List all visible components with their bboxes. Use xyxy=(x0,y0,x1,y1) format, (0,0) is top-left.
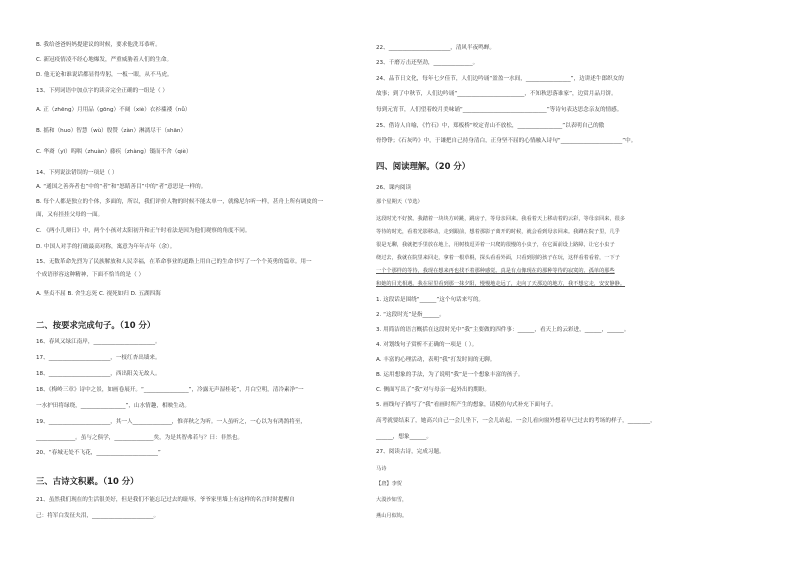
text-line: B. 摇和（huo）智慧（wù）殷赞（zàn）淋漓尽干（shān） xyxy=(36,128,187,134)
section-heading: 三、古诗文积累。（10 分） xyxy=(36,476,139,486)
section-heading: 四、阅读理解。（20 分） xyxy=(376,161,471,171)
text-line: 3. 用简洁的语言概括在这段时光中“我”主要做的四件事：______，看天上的云彩进，______，______。 xyxy=(376,327,630,333)
text-line: C. 华裔（yī）呜咽（zhuàn）藤疾（zhàng）镊而不舍（qiè） xyxy=(36,149,192,155)
text-line: 27、阅读古诗，完成习题。 xyxy=(376,449,445,455)
text-line: 和她的目光相遇。我在屋里看到那一抹夕阳，慢慢地走远了，走向了天那边的地方，我不想它走，安安静静。 xyxy=(376,281,626,287)
text-line: 18、《梅岭三章》诗中之景，如画卷展开。“________________”，冷露无声湿桂花”，月白空明，清冷素净“一 xyxy=(36,387,304,393)
text-line: 25、借诗人自喻，《竹石》中，郑板桥“咬定青山不放松，________________”以表明自己的傲 xyxy=(376,123,605,129)
text-line: 2. “这段时光”是指______。 xyxy=(376,312,445,318)
text-line: B. 运用想象的手法，为了说明“我”是一个想象丰富的孩子。 xyxy=(376,372,524,378)
text-line: 16、春风又绿江南岸，______________________。 xyxy=(36,339,161,345)
text-line: 19、______________________，其一人______________，惟弈秋之为听。一人虽听之，一心以为有鸿鹄将至， xyxy=(36,419,307,425)
text-line: A. 坚贞不屈 B. 舍生忘死 C. 视死如归 D. 五湖四海 xyxy=(36,291,161,297)
text-line: 5. 画线句子描写了“我”看画时所产生的想象，请模仿句式补充下面句子。 xyxy=(376,402,557,408)
text-line: 个成语形容这种精神，下面不恰当的是（ ） xyxy=(36,272,145,278)
text-line: 23、千磨万击还坚劲，______________。 xyxy=(376,60,479,66)
text-line: 26、课内阅读 xyxy=(376,185,412,191)
text-line: 【唐】李贺 xyxy=(376,481,402,487)
text-line: 4. 对划线句子赏析不正确的一项是（ ）。 xyxy=(376,342,478,348)
text-line: 17、______________________，一枝红杏出墙来。 xyxy=(36,355,161,361)
text-line: 很是无聊，我就把手里放在地上，用树枝逗弄着一只爬的很慢的小虫子，在它面前设上路障，让它小虫子 xyxy=(376,242,615,248)
text-line: D. 中国人对手的打破最高对称，寓意为年年吉年（余）。 xyxy=(36,244,176,250)
text-line: ______________。虽与之俱学，______________矣，为是其智弗若与？曰：非然也。 xyxy=(36,435,243,441)
text-line: C. 新冠疫情凌不经心地爆发，严重威胁着人们的生命。 xyxy=(36,57,173,63)
text-line: 高考就要结束了，她高兴自己一会儿坐下，一会儿站起，一会儿看向窗外想着早已过去的考场的样子，________， xyxy=(376,418,656,424)
text-line: 15、无数革命先烈为了民族解放和人民幸福，在革命事业的道路上用自己的生命书写了一个个英勇的篇章。用一 xyxy=(36,259,312,265)
text-line: 一水护田将绿绕，________________”，山水情趣，相映生动。 xyxy=(36,403,190,409)
text-line: 1. 这段话是围绕“______”这个句话来写的。 xyxy=(376,297,485,303)
text-line: 一个个那样的等待，我现在想来再也找不着那种感觉。真是有点像现在的那种等待的寂寞的、孤单的那些 xyxy=(376,268,615,274)
text-line: 己：将军白发征夫泪，______________________。 xyxy=(36,513,160,519)
section-heading: 二、按要求完成句子。（10 分） xyxy=(36,320,156,330)
text-line: 绕过去，我就在院里来回走，拿着一根草棍，探头看看外面，只看到别的孩子在玩，这样看着看着，一下子 xyxy=(376,255,620,261)
text-line: A. 正（zhēng）月用品（gōng）不阔（xiè）衣衫褴褛（nǚ） xyxy=(36,107,191,113)
text-line: 每到元宵节，人们望着皎月美味诵“______________________________”等诗句表达思念亲友的情感。 xyxy=(376,107,623,113)
text-line: 18、______________________，西出阳关无故人。 xyxy=(36,371,161,377)
right-column xyxy=(376,0,728,562)
text-line: 那个星期天（节选） xyxy=(376,199,423,205)
text-line: 24、品节日文化，每年七夕佳节，人们边吟诵“盈盈一水间，________________”，边讲述牛郎织女的 xyxy=(376,76,624,82)
text-line: 燕山月似钩。 xyxy=(376,513,408,519)
text-line: B. 我给爸爸妈妈提建议的时候，要求他洗耳恭听。 xyxy=(36,42,161,48)
text-line: B. 每个人都是独立的个体，多面的，所以，我们评价人物的时候不能太单一，就像尼尔听一样，甚舟上所有调皮的一 xyxy=(36,199,324,205)
text-line: 21、虽然我们现在的生活很美好，但是我们不能忘记过去的耻辱。爷爷家里墙上有这样的名言时时提醒自 xyxy=(36,497,295,503)
text-line: 13、下列词语中加点字的读音完全正确的一组是（ ） xyxy=(36,88,168,94)
text-line: ______，想象______。 xyxy=(376,434,432,440)
left-column xyxy=(36,0,381,562)
text-line: 故事；到了中秋节，人们边吟诵“________________________，不知秋思落谁家”，边赏月品月饼。 xyxy=(376,91,617,97)
text-line: 20、“春城无处不飞花，______________________” xyxy=(36,450,161,456)
text-line: 这段时光不好挨。我踏着一块块方砖跳，跳房子，等母亲回来。我看着天上移动着的云彩，等母亲回来，很多 xyxy=(376,216,626,222)
text-line: 大漠沙如雪， xyxy=(376,497,408,503)
text-line: A. “通国之善奔者也”中的“者”和“怒睛善目”中的“者”意思是一样的。 xyxy=(36,184,207,190)
text-line: C. 《两小儿辩日》中，两个小孩对太阳初升和正午时看法是因为他们观察的角度不同。 xyxy=(36,228,251,234)
text-line: C. 侧面写出了“我”对与母亲一起外出的期盼。 xyxy=(376,387,490,393)
text-line: D. 他无论和谁说话都显得卑躬，一板一眼，从不马虎。 xyxy=(36,72,173,78)
text-line: 14、下列说法错误的一项是（ ） xyxy=(36,170,118,176)
text-line: A. 丰富的心理活动，表明“我”打发时间的无聊。 xyxy=(376,357,496,363)
text-line: 面，又有挂挂父母的一面。 xyxy=(36,212,104,218)
text-line: 22、______________________，清风半夜鸣蝉。 xyxy=(376,45,495,51)
text-line: 马诗 xyxy=(376,466,387,472)
text-line: 骨铮铮；《石灰吟》中，于谦把自己持身清白，正身坚不屈的心情融入诗句“______________________”中。 xyxy=(376,138,637,144)
text-line: 等待的时光，看着光影移动，走到跟前，想着那影子离开的时候，就会看到母亲回来。我蹲在院子里，几乎 xyxy=(376,229,620,235)
